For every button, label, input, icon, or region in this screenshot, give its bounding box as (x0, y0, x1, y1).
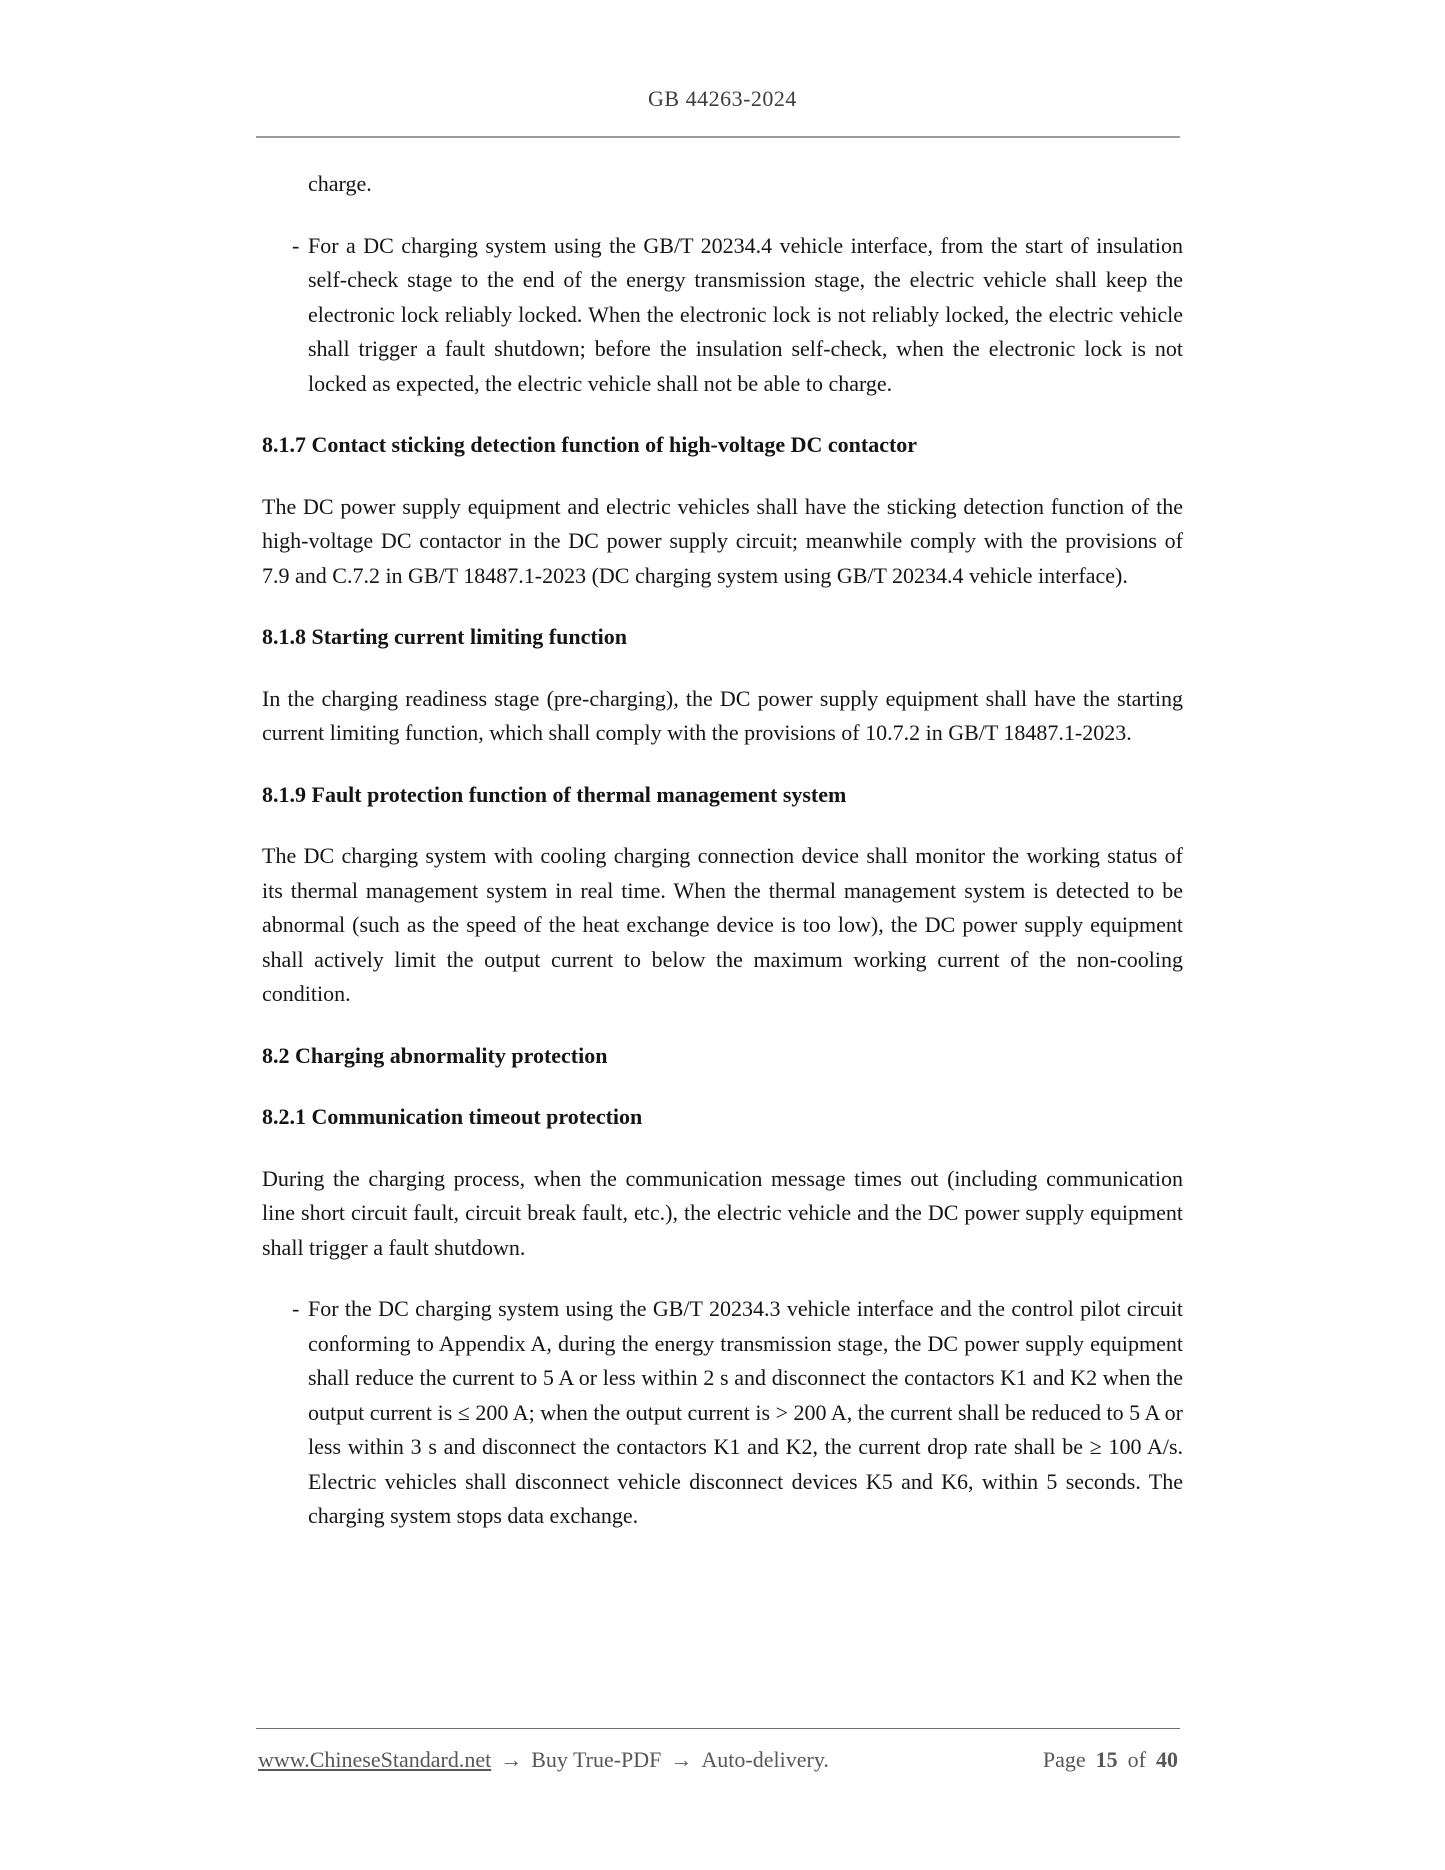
paragraph: The DC charging system with cooling charging connection device shall monitor the working status of its thermal management system in real time. When the thermal management system is detected to be abnormal (such as the speed of the heat exchange device is too low), the DC power supply equipment shall actively limit the output current to below the maximum working current of the non-cooling condition. (262, 843, 1183, 1006)
list-item (262, 1292, 1183, 1534)
list-continuation-text: charge. (308, 171, 372, 196)
list-item-text: For a DC charging system using the GB/T 20234.4 vehicle interface, from the start of insulation self-check stage to the end of the energy transmission stage, the electric vehicle shall keep the electronic lock reliably locked. When the electronic lock is not reliably locked, the electric vehicle shall trigger a fault shutdown; before the insulation self-check, when the electronic lock is not locked as expected, the electric vehicle shall not be able to charge. (308, 232, 1183, 396)
footer-source-line (258, 1747, 829, 1773)
paragraph: The DC power supply equipment and electric vehicles shall have the sticking detection function of the high-voltage DC contactor in the DC power supply circuit; meanwhile comply with the provisions of 7.9 and C.7.2 in GB/T 18487.1-2023 (DC charging system using GB/T 20234.4 vehicle interface). (262, 493, 1183, 588)
document-body (262, 167, 1183, 1534)
section-heading-8-1-8: 8.1.8 Starting current limiting function (262, 624, 628, 649)
footer-divider (256, 1728, 1180, 1729)
footer-delivery-label: Auto-delivery. (701, 1747, 829, 1772)
section-heading-8-2-1: 8.2.1 Communication timeout protection (262, 1104, 643, 1129)
footer-website-link[interactable]: www.ChineseStandard.net (258, 1747, 492, 1772)
current-page-number: 15 (1095, 1747, 1118, 1772)
paragraph: During the charging process, when the communication message times out (including communication line short circuit fault, circuit break fault, etc.), the electric vehicle and the DC power supply equipment shall trigger a fault shutdown. (262, 1165, 1183, 1260)
document-number: GB 44263-2024 (648, 86, 797, 111)
list-dash-marker: - (292, 1296, 300, 1321)
page-header (0, 0, 1445, 112)
paragraph: In the charging readiness stage (pre-charging), the DC power supply equipment shall have the starting current limiting function, which shall comply with the provisions of 10.7.2 in GB/T 18487.1-2023. (262, 685, 1183, 745)
arrow-right-icon: → (500, 1747, 523, 1772)
arrow-right-icon: → (670, 1747, 693, 1772)
list-dash-marker: - (292, 232, 300, 258)
page-word: Page (1042, 1747, 1086, 1772)
section-heading-8-1-7: 8.1.7 Contact sticking detection function of high-voltage DC contactor (262, 432, 918, 457)
footer-buy-label: Buy True-PDF (531, 1747, 662, 1772)
total-page-number: 40 (1156, 1747, 1178, 1772)
list-item (262, 229, 1183, 402)
section-heading-8-2: 8.2 Charging abnormality protection (262, 1042, 608, 1068)
list-item-text: For the DC charging system using the GB/T 20234.3 vehicle interface and the control pilot circuit conforming to Appendix A, during the energy transmission stage, the DC power supply equipment shall reduce the current to 5 A or less within 2 s and disconnect the contactors K1 and K2 when the output current is ≤ 200 A; when the output current is > 200 A, the current shall be reduced to 5 A or less within 3 s and disconnect the contactors K1 and K2, the current drop rate shall be ≥ 100 A/s. Electric vehicles shall disconnect vehicle disconnect devices K5 and K6, within 5 seconds. The charging system stops data exchange. (308, 1296, 1183, 1528)
page-footer (258, 1747, 1178, 1773)
header-divider (256, 136, 1180, 138)
page-number-indicator (1043, 1747, 1178, 1773)
of-word: of (1127, 1747, 1146, 1772)
section-heading-8-1-9: 8.1.9 Fault protection function of thermal management system (262, 781, 847, 807)
